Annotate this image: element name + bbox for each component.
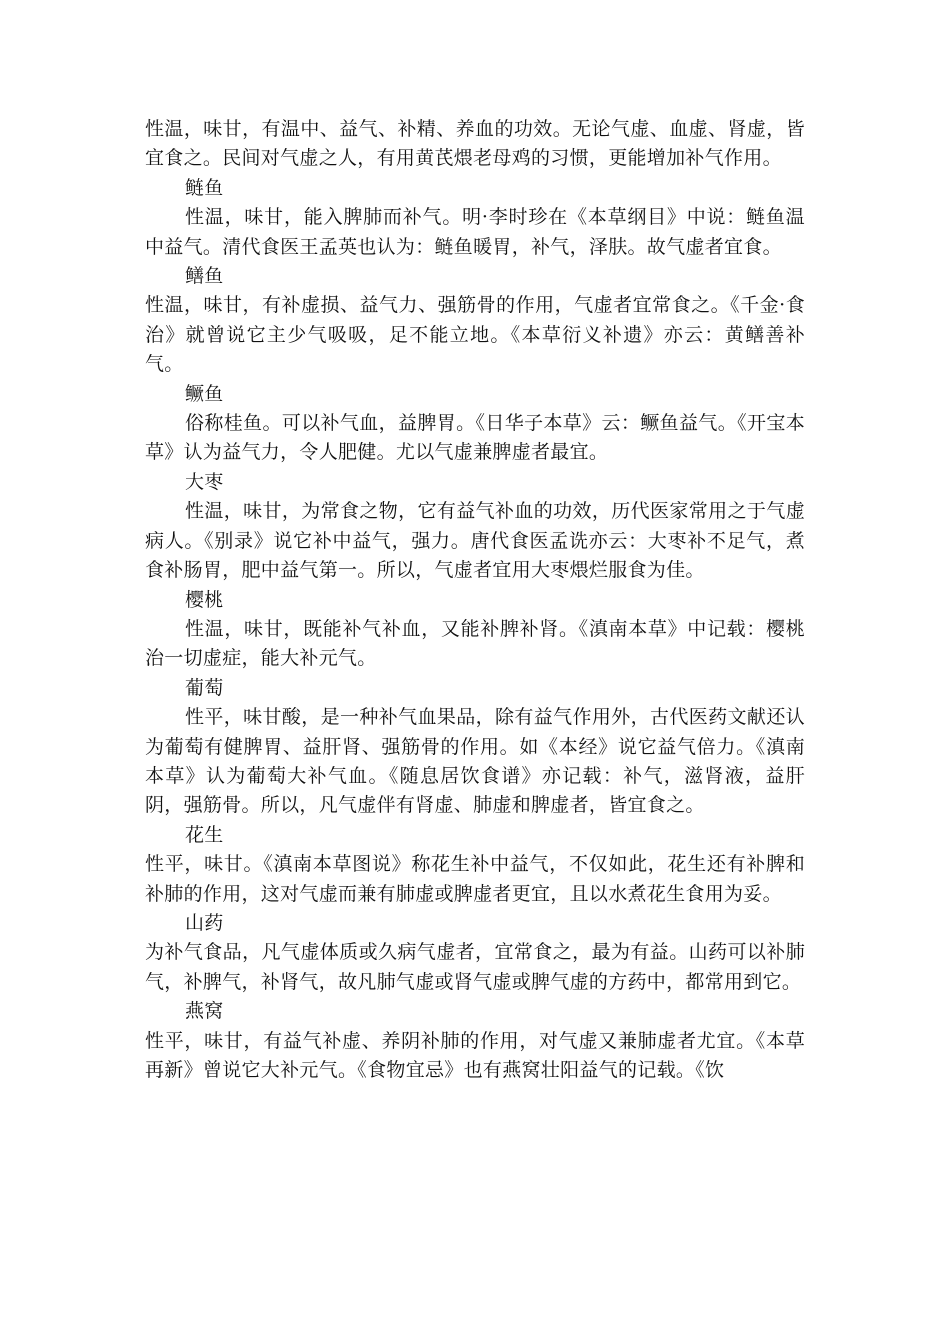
paragraph-birds-nest: 性平，味甘，有益气补虚、养阴补肺的作用，对气虚又兼肺虚者尤宜。《本草再新》曾说它大补元气。《食物宜忌》也有燕窝壮阳益气的记载。《饮	[145, 1029, 805, 1081]
paragraph-jujube: 性温，味甘，为常食之物，它有益气补血的功效，历代医家常用之于气虚病人。《别录》说它补中益气，强力。唐代食医孟诜亦云：大枣补不足气，煮食补肠胃，肥中益气第一。所以，气虚者宜用大枣煨烂服食为佳。	[145, 500, 805, 582]
heading-birds-nest: 燕窝	[185, 1000, 224, 1023]
paragraph-eel: 性温，味甘，有补虚损、益气力、强筋骨的作用，气虚者宜常食之。《千金·食治》就曾说它主少气吸吸，足不能立地。《本草衍义补遗》亦云：黄鳝善补气。	[145, 294, 805, 376]
paragraph-yam: 为补气食品，凡气虚体质或久病气虚者，宜常食之，最为有益。山药可以补肺气，补脾气，补肾气，故凡肺气虚或肾气虚或脾气虚的方药中，都常用到它。	[145, 941, 805, 993]
heading-silver-carp: 鲢鱼	[185, 176, 224, 199]
paragraph-peanut: 性平，味甘。《滇南本草图说》称花生补中益气，不仅如此，花生还有补脾和补肺的作用，这对气虚而兼有肺虚或脾虚者更宜，且以水煮花生食用为妥。	[145, 853, 805, 905]
heading-eel: 鳝鱼	[185, 265, 224, 288]
document-body	[145, 115, 805, 1085]
paragraph-grape: 性平，味甘酸，是一种补气血果品，除有益气作用外，古代医药文献还认为葡萄有健脾胃、益肝肾、强筋骨的作用。如《本经》说它益气倍力。《滇南本草》认为葡萄大补气血。《随息居饮食谱》亦记载：补气，滋肾液，益肝阴，强筋骨。所以，凡气虚伴有肾虚、肺虚和脾虚者，皆宜食之。	[145, 706, 805, 817]
paragraph-mandarin-fish: 俗称桂鱼。可以补气血，益脾胃。《日华子本草》云：鳜鱼益气。《开宝本草》认为益气力，令人肥健。尤以气虚兼脾虚者最宜。	[145, 412, 805, 464]
paragraph-silver-carp: 性温，味甘，能入脾肺而补气。明·李时珍在《本草纲目》中说：鲢鱼温中益气。清代食医王孟英也认为：鲢鱼暖胃，补气，泽肤。故气虚者宜食。	[145, 206, 805, 258]
heading-grape: 葡萄	[185, 676, 224, 699]
heading-yam: 山药	[185, 911, 224, 934]
heading-jujube: 大枣	[185, 470, 224, 493]
heading-cherry: 樱桃	[185, 588, 224, 611]
paragraph-chicken: 性温，味甘，有温中、益气、补精、养血的功效。无论气虚、血虚、肾虚，皆宜食之。民间对气虚之人，有用黄芪煨老母鸡的习惯，更能增加补气作用。	[145, 118, 805, 170]
heading-mandarin-fish: 鳜鱼	[185, 382, 224, 405]
paragraph-cherry: 性温，味甘，既能补气补血，又能补脾补肾。《滇南本草》中记载：樱桃治一切虚症，能大补元气。	[145, 617, 805, 670]
heading-peanut: 花生	[185, 823, 224, 846]
